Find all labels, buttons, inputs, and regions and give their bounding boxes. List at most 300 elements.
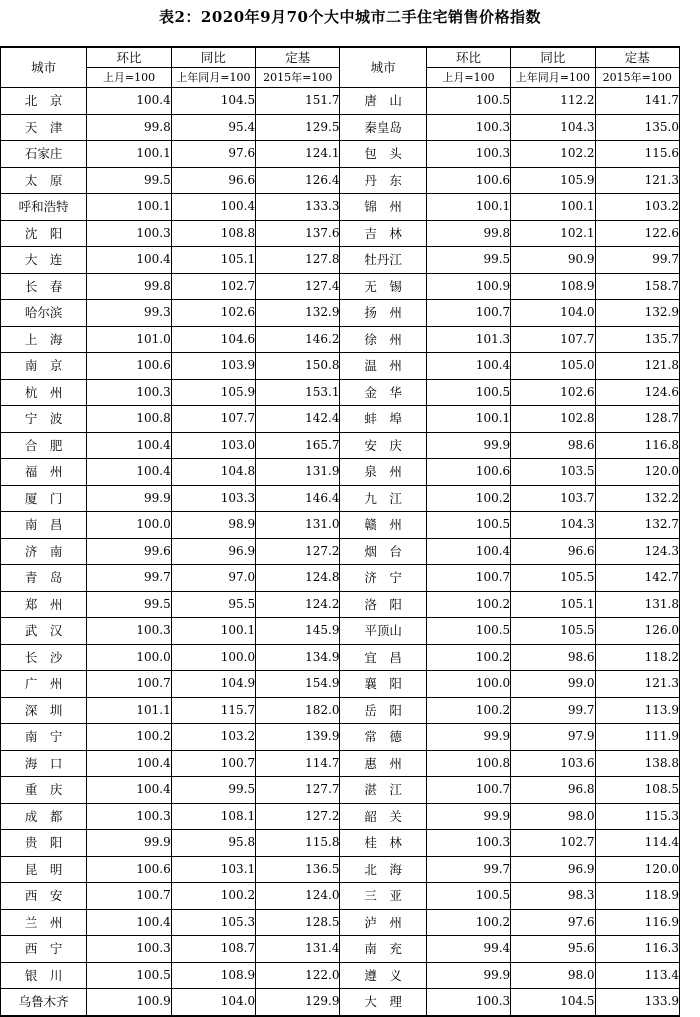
mom-value-left: 100.1: [87, 194, 171, 221]
mom-value-right: 99.4: [426, 936, 510, 963]
yoy-value-left: 104.5: [171, 88, 255, 115]
yoy-value-right: 100.1: [511, 194, 595, 221]
mom-value-left: 101.1: [87, 697, 171, 724]
base-value-right: 122.6: [595, 220, 679, 247]
mom-value-right: 100.7: [426, 300, 510, 327]
mom-value-left: 100.1: [87, 141, 171, 168]
mom-value-right: 100.8: [426, 750, 510, 777]
table-row: [1, 432, 680, 459]
base-value-left: 151.7: [256, 88, 340, 115]
mom-value-left: 99.7: [87, 565, 171, 592]
city-name-left: 大 连: [1, 247, 87, 274]
table-row: [1, 909, 680, 936]
city-name-right: 牡丹江: [340, 247, 426, 274]
yoy-value-right: 104.3: [511, 512, 595, 539]
base-value-right: 118.9: [595, 883, 679, 910]
yoy-value-right: 97.6: [511, 909, 595, 936]
base-value-left: 139.9: [256, 724, 340, 751]
mom-value-left: 100.4: [87, 750, 171, 777]
table-row: [1, 777, 680, 804]
table-row: [1, 644, 680, 671]
city-name-left: 宁 波: [1, 406, 87, 433]
mom-value-left: 100.4: [87, 432, 171, 459]
header-base-right: 定基: [595, 47, 679, 68]
yoy-value-right: 99.7: [511, 697, 595, 724]
yoy-value-left: 95.5: [171, 591, 255, 618]
yoy-value-left: 103.0: [171, 432, 255, 459]
yoy-value-right: 95.6: [511, 936, 595, 963]
city-name-left: 青 岛: [1, 565, 87, 592]
city-name-right: 宜 昌: [340, 644, 426, 671]
base-value-left: 114.7: [256, 750, 340, 777]
yoy-value-left: 105.9: [171, 379, 255, 406]
city-name-right: 蚌 埠: [340, 406, 426, 433]
header-city-left: 城市: [1, 47, 87, 88]
mom-value-right: 99.9: [426, 803, 510, 830]
base-value-left: 131.4: [256, 936, 340, 963]
base-value-left: 137.6: [256, 220, 340, 247]
city-name-right: 九 江: [340, 485, 426, 512]
base-value-right: 133.9: [595, 989, 679, 1016]
mom-value-left: 100.6: [87, 856, 171, 883]
city-name-right: 北 海: [340, 856, 426, 883]
city-name-right: 济 宁: [340, 565, 426, 592]
table-row: [1, 167, 680, 194]
city-name-right: 安 庆: [340, 432, 426, 459]
header-base-sub-right: 2015年=100: [595, 68, 679, 88]
mom-value-right: 100.3: [426, 830, 510, 857]
mom-value-left: 101.0: [87, 326, 171, 353]
base-value-right: 113.4: [595, 962, 679, 989]
base-value-right: 138.8: [595, 750, 679, 777]
header-row-main: [1, 47, 680, 68]
table-row: [1, 671, 680, 698]
mom-value-right: 100.5: [426, 618, 510, 645]
city-name-right: 韶 关: [340, 803, 426, 830]
mom-value-right: 99.5: [426, 247, 510, 274]
city-name-right: 赣 州: [340, 512, 426, 539]
base-value-right: 135.7: [595, 326, 679, 353]
yoy-value-right: 96.8: [511, 777, 595, 804]
mom-value-left: 100.4: [87, 909, 171, 936]
yoy-value-left: 98.9: [171, 512, 255, 539]
city-name-left: 银 川: [1, 962, 87, 989]
yoy-value-left: 99.5: [171, 777, 255, 804]
base-value-right: 126.0: [595, 618, 679, 645]
base-value-right: 120.0: [595, 459, 679, 486]
mom-value-right: 100.5: [426, 379, 510, 406]
mom-value-left: 100.4: [87, 777, 171, 804]
table-body: [1, 88, 680, 1016]
city-name-left: 合 肥: [1, 432, 87, 459]
header-yoy-sub-right: 上年同月=100: [511, 68, 595, 88]
yoy-value-left: 115.7: [171, 697, 255, 724]
base-value-left: 165.7: [256, 432, 340, 459]
yoy-value-left: 108.8: [171, 220, 255, 247]
city-name-right: 秦皇岛: [340, 114, 426, 141]
mom-value-left: 100.5: [87, 962, 171, 989]
table-row: [1, 883, 680, 910]
mom-value-left: 99.8: [87, 114, 171, 141]
yoy-value-right: 104.3: [511, 114, 595, 141]
yoy-value-right: 98.6: [511, 644, 595, 671]
base-value-left: 127.2: [256, 538, 340, 565]
city-name-right: 湛 江: [340, 777, 426, 804]
city-name-right: 常 德: [340, 724, 426, 751]
base-value-left: 124.2: [256, 591, 340, 618]
city-name-left: 郑 州: [1, 591, 87, 618]
city-name-left: 深 圳: [1, 697, 87, 724]
base-value-left: 145.9: [256, 618, 340, 645]
city-name-left: 厦 门: [1, 485, 87, 512]
base-value-right: 116.8: [595, 432, 679, 459]
mom-value-right: 100.1: [426, 406, 510, 433]
yoy-value-right: 98.6: [511, 432, 595, 459]
city-name-right: 锦 州: [340, 194, 426, 221]
base-value-right: 111.9: [595, 724, 679, 751]
city-name-left: 重 庆: [1, 777, 87, 804]
yoy-value-right: 102.6: [511, 379, 595, 406]
header-mom-sub-left: 上月=100: [87, 68, 171, 88]
city-name-right: 惠 州: [340, 750, 426, 777]
base-value-right: 132.2: [595, 485, 679, 512]
city-name-left: 石家庄: [1, 141, 87, 168]
city-name-right: 包 头: [340, 141, 426, 168]
base-value-left: 136.5: [256, 856, 340, 883]
mom-value-right: 99.7: [426, 856, 510, 883]
city-name-left: 西 宁: [1, 936, 87, 963]
yoy-value-left: 104.9: [171, 671, 255, 698]
mom-value-left: 99.9: [87, 830, 171, 857]
city-name-left: 济 南: [1, 538, 87, 565]
base-value-right: 121.3: [595, 671, 679, 698]
header-base-left: 定基: [256, 47, 340, 68]
yoy-value-left: 107.7: [171, 406, 255, 433]
city-name-left: 西 安: [1, 883, 87, 910]
city-name-left: 太 原: [1, 167, 87, 194]
mom-value-left: 100.6: [87, 353, 171, 380]
base-value-left: 124.1: [256, 141, 340, 168]
mom-value-right: 100.0: [426, 671, 510, 698]
base-value-left: 127.2: [256, 803, 340, 830]
mom-value-right: 100.2: [426, 697, 510, 724]
base-value-left: 122.0: [256, 962, 340, 989]
city-name-left: 武 汉: [1, 618, 87, 645]
yoy-value-right: 105.9: [511, 167, 595, 194]
city-name-left: 海 口: [1, 750, 87, 777]
city-name-left: 乌鲁木齐: [1, 989, 87, 1016]
base-value-left: 182.0: [256, 697, 340, 724]
city-name-right: 吉 林: [340, 220, 426, 247]
mom-value-right: 100.3: [426, 989, 510, 1016]
mom-value-left: 100.8: [87, 406, 171, 433]
yoy-value-right: 98.0: [511, 962, 595, 989]
base-value-right: 120.0: [595, 856, 679, 883]
base-value-left: 131.9: [256, 459, 340, 486]
mom-value-right: 99.9: [426, 432, 510, 459]
price-index-table: [0, 46, 680, 1017]
header-mom-right: 环比: [426, 47, 510, 68]
table-row: [1, 936, 680, 963]
base-value-left: 129.5: [256, 114, 340, 141]
yoy-value-right: 105.5: [511, 565, 595, 592]
city-name-left: 成 都: [1, 803, 87, 830]
yoy-value-left: 103.3: [171, 485, 255, 512]
table-row: [1, 565, 680, 592]
base-value-left: 134.9: [256, 644, 340, 671]
city-name-right: 丹 东: [340, 167, 426, 194]
table-row: [1, 326, 680, 353]
table-row: [1, 141, 680, 168]
base-value-left: 115.8: [256, 830, 340, 857]
table-row: [1, 379, 680, 406]
table-row: [1, 697, 680, 724]
base-value-left: 133.3: [256, 194, 340, 221]
mom-value-right: 100.5: [426, 512, 510, 539]
city-name-right: 泉 州: [340, 459, 426, 486]
yoy-value-left: 103.1: [171, 856, 255, 883]
base-value-right: 142.7: [595, 565, 679, 592]
city-name-right: 徐 州: [340, 326, 426, 353]
base-value-left: 146.2: [256, 326, 340, 353]
city-name-left: 沈 阳: [1, 220, 87, 247]
city-name-right: 南 充: [340, 936, 426, 963]
yoy-value-left: 103.9: [171, 353, 255, 380]
base-value-left: 129.9: [256, 989, 340, 1016]
header-yoy-right: 同比: [511, 47, 595, 68]
table-row: [1, 300, 680, 327]
table-row: [1, 803, 680, 830]
table-row: [1, 194, 680, 221]
mom-value-right: 100.1: [426, 194, 510, 221]
table-row: [1, 459, 680, 486]
yoy-value-right: 104.5: [511, 989, 595, 1016]
yoy-value-left: 97.0: [171, 565, 255, 592]
yoy-value-left: 104.0: [171, 989, 255, 1016]
header-yoy-sub-left: 上年同月=100: [171, 68, 255, 88]
city-name-left: 南 昌: [1, 512, 87, 539]
yoy-value-left: 108.1: [171, 803, 255, 830]
mom-value-left: 99.3: [87, 300, 171, 327]
mom-value-left: 99.6: [87, 538, 171, 565]
mom-value-right: 100.2: [426, 644, 510, 671]
city-name-left: 长 春: [1, 273, 87, 300]
table-row: [1, 618, 680, 645]
city-name-right: 无 锡: [340, 273, 426, 300]
table-row: [1, 220, 680, 247]
city-name-left: 杭 州: [1, 379, 87, 406]
table-row: [1, 406, 680, 433]
yoy-value-right: 104.0: [511, 300, 595, 327]
header-base-sub-left: 2015年=100: [256, 68, 340, 88]
table-row: [1, 750, 680, 777]
base-value-right: 124.6: [595, 379, 679, 406]
base-value-left: 142.4: [256, 406, 340, 433]
city-name-left: 昆 明: [1, 856, 87, 883]
table-row: [1, 114, 680, 141]
mom-value-right: 100.4: [426, 353, 510, 380]
header-city-right: 城市: [340, 47, 426, 88]
city-name-right: 大 理: [340, 989, 426, 1016]
city-name-left: 南 京: [1, 353, 87, 380]
table-row: [1, 724, 680, 751]
yoy-value-right: 96.9: [511, 856, 595, 883]
mom-value-left: 100.3: [87, 936, 171, 963]
city-name-left: 呼和浩特: [1, 194, 87, 221]
base-value-left: 127.4: [256, 273, 340, 300]
city-name-right: 襄 阳: [340, 671, 426, 698]
mom-value-right: 100.9: [426, 273, 510, 300]
mom-value-left: 100.4: [87, 247, 171, 274]
mom-value-right: 100.7: [426, 777, 510, 804]
mom-value-left: 100.3: [87, 220, 171, 247]
table-row: [1, 273, 680, 300]
base-value-right: 158.7: [595, 273, 679, 300]
mom-value-right: 100.2: [426, 485, 510, 512]
table-row: [1, 353, 680, 380]
mom-value-left: 99.5: [87, 167, 171, 194]
yoy-value-right: 96.6: [511, 538, 595, 565]
base-value-right: 121.8: [595, 353, 679, 380]
table-row: [1, 247, 680, 274]
city-name-right: 唐 山: [340, 88, 426, 115]
mom-value-left: 99.8: [87, 273, 171, 300]
base-value-right: 115.3: [595, 803, 679, 830]
yoy-value-right: 102.7: [511, 830, 595, 857]
mom-value-right: 99.8: [426, 220, 510, 247]
mom-value-left: 100.9: [87, 989, 171, 1016]
mom-value-right: 100.5: [426, 883, 510, 910]
city-name-left: 北 京: [1, 88, 87, 115]
city-name-right: 岳 阳: [340, 697, 426, 724]
yoy-value-right: 99.0: [511, 671, 595, 698]
yoy-value-right: 90.9: [511, 247, 595, 274]
yoy-value-right: 105.1: [511, 591, 595, 618]
city-name-left: 天 津: [1, 114, 87, 141]
yoy-value-left: 100.7: [171, 750, 255, 777]
table-row: [1, 989, 680, 1016]
mom-value-right: 100.6: [426, 167, 510, 194]
base-value-left: 124.8: [256, 565, 340, 592]
base-value-right: 116.3: [595, 936, 679, 963]
yoy-value-left: 100.4: [171, 194, 255, 221]
city-name-right: 遵 义: [340, 962, 426, 989]
table-row: [1, 512, 680, 539]
mom-value-right: 100.3: [426, 114, 510, 141]
base-value-right: 116.9: [595, 909, 679, 936]
yoy-value-left: 108.7: [171, 936, 255, 963]
yoy-value-right: 97.9: [511, 724, 595, 751]
city-name-right: 扬 州: [340, 300, 426, 327]
base-value-left: 154.9: [256, 671, 340, 698]
mom-value-right: 100.4: [426, 538, 510, 565]
yoy-value-right: 102.8: [511, 406, 595, 433]
yoy-value-right: 108.9: [511, 273, 595, 300]
base-value-right: 135.0: [595, 114, 679, 141]
yoy-value-left: 95.4: [171, 114, 255, 141]
mom-value-left: 100.2: [87, 724, 171, 751]
city-name-right: 洛 阳: [340, 591, 426, 618]
mom-value-left: 100.4: [87, 88, 171, 115]
table-row: [1, 856, 680, 883]
city-name-right: 泸 州: [340, 909, 426, 936]
yoy-value-right: 105.5: [511, 618, 595, 645]
mom-value-left: 100.0: [87, 644, 171, 671]
mom-value-right: 100.7: [426, 565, 510, 592]
yoy-value-left: 105.1: [171, 247, 255, 274]
city-name-left: 兰 州: [1, 909, 87, 936]
base-value-right: 124.3: [595, 538, 679, 565]
base-value-right: 121.3: [595, 167, 679, 194]
city-name-left: 广 州: [1, 671, 87, 698]
mom-value-left: 100.3: [87, 379, 171, 406]
yoy-value-right: 105.0: [511, 353, 595, 380]
base-value-left: 131.0: [256, 512, 340, 539]
mom-value-right: 99.9: [426, 962, 510, 989]
base-value-right: 113.9: [595, 697, 679, 724]
city-name-left: 上 海: [1, 326, 87, 353]
mom-value-right: 100.6: [426, 459, 510, 486]
yoy-value-right: 103.5: [511, 459, 595, 486]
base-value-left: 128.5: [256, 909, 340, 936]
base-value-right: 132.7: [595, 512, 679, 539]
city-name-right: 温 州: [340, 353, 426, 380]
mom-value-right: 100.5: [426, 88, 510, 115]
base-value-left: 127.8: [256, 247, 340, 274]
base-value-right: 131.8: [595, 591, 679, 618]
city-name-left: 贵 阳: [1, 830, 87, 857]
base-value-right: 141.7: [595, 88, 679, 115]
base-value-left: 124.0: [256, 883, 340, 910]
base-value-right: 108.5: [595, 777, 679, 804]
base-value-left: 150.8: [256, 353, 340, 380]
base-value-right: 99.7: [595, 247, 679, 274]
table-row: [1, 830, 680, 857]
yoy-value-left: 104.8: [171, 459, 255, 486]
table-title: 表2：2020年9月70个大中城市二手住宅销售价格指数: [159, 8, 541, 26]
table-row: [1, 88, 680, 115]
yoy-value-left: 97.6: [171, 141, 255, 168]
city-name-right: 三 亚: [340, 883, 426, 910]
base-value-left: 127.7: [256, 777, 340, 804]
mom-value-right: 100.2: [426, 591, 510, 618]
mom-value-left: 100.7: [87, 671, 171, 698]
base-value-left: 153.1: [256, 379, 340, 406]
city-name-right: 平顶山: [340, 618, 426, 645]
yoy-value-left: 100.2: [171, 883, 255, 910]
mom-value-left: 99.9: [87, 485, 171, 512]
yoy-value-left: 100.1: [171, 618, 255, 645]
yoy-value-right: 103.7: [511, 485, 595, 512]
base-value-right: 132.9: [595, 300, 679, 327]
header-mom-left: 环比: [87, 47, 171, 68]
base-value-right: 128.7: [595, 406, 679, 433]
table-row: [1, 962, 680, 989]
yoy-value-left: 95.8: [171, 830, 255, 857]
yoy-value-left: 104.6: [171, 326, 255, 353]
base-value-right: 118.2: [595, 644, 679, 671]
yoy-value-left: 96.6: [171, 167, 255, 194]
city-name-right: 烟 台: [340, 538, 426, 565]
mom-value-left: 100.4: [87, 459, 171, 486]
mom-value-right: 100.2: [426, 909, 510, 936]
yoy-value-left: 100.0: [171, 644, 255, 671]
yoy-value-left: 102.7: [171, 273, 255, 300]
city-name-left: 长 沙: [1, 644, 87, 671]
header-yoy-left: 同比: [171, 47, 255, 68]
yoy-value-right: 98.3: [511, 883, 595, 910]
header-mom-sub-right: 上月=100: [426, 68, 510, 88]
